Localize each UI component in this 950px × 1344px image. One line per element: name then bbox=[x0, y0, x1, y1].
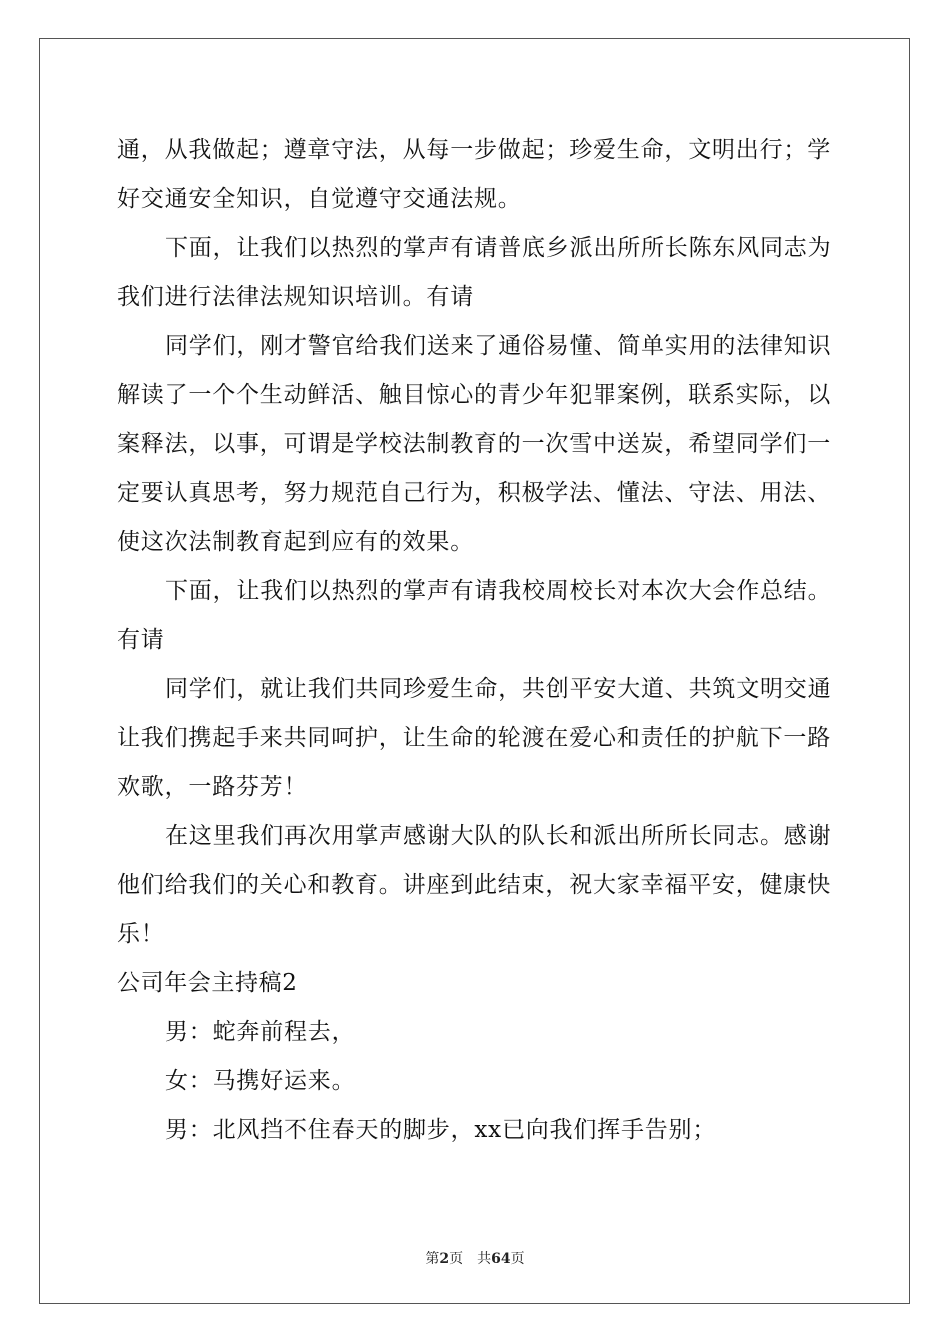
page-number: 2 bbox=[439, 1251, 450, 1267]
paragraph-start: 下面，让我们以热烈的掌声有请我校周校长对本次大会作总结。 bbox=[165, 578, 832, 604]
text-line: 他们给我们的关心和教育。讲座到此结束，祝大家幸福平安，健康快 bbox=[117, 872, 831, 898]
paragraph-start: 同学们，刚才警官给我们送来了通俗易懂、简单实用的法律知识 bbox=[165, 333, 832, 359]
dialogue-line: 女：马携好运来。 bbox=[165, 1068, 356, 1094]
paragraph-start: 下面，让我们以热烈的掌声有请普底乡派出所所长陈东风同志为 bbox=[165, 235, 832, 261]
total-suffix: 页 bbox=[510, 1251, 525, 1267]
text-line: 有请 bbox=[117, 627, 165, 653]
text-line: 我们进行法律法规知识培训。有请 bbox=[117, 284, 474, 310]
text-line: 欢歌，一路芬芳！ bbox=[117, 774, 308, 800]
text-line: 乐！ bbox=[117, 921, 165, 947]
text-line: 通，从我做起；遵章守法，从每一步做起；珍爱生命，文明出行；学 bbox=[117, 137, 831, 163]
text-line: 好交通安全知识，自觉遵守交通法规。 bbox=[117, 186, 522, 212]
page-prefix: 第 bbox=[425, 1251, 440, 1267]
page-suffix: 页 bbox=[449, 1251, 464, 1267]
text-line: 解读了一个个生动鲜活、触目惊心的青少年犯罪案例，联系实际，以 bbox=[117, 382, 831, 408]
dialogue-line: 男：北风挡不住春天的脚步，xx已向我们挥手告别； bbox=[165, 1117, 717, 1143]
paragraph-start: 同学们，就让我们共同珍爱生命，共创平安大道、共筑文明交通 bbox=[165, 676, 832, 702]
text-line: 案释法，以事，可谓是学校法制教育的一次雪中送炭，希望同学们一 bbox=[117, 431, 831, 457]
section-heading: 公司年会主持稿2 bbox=[117, 970, 298, 996]
text-line: 定要认真思考，努力规范自己行为，积极学法、懂法、守法、用法、 bbox=[117, 480, 831, 506]
text-line: 让我们携起手来共同呵护，让生命的轮渡在爱心和责任的护航下一路 bbox=[117, 725, 831, 751]
text-line: 使这次法制教育起到应有的效果。 bbox=[117, 529, 474, 555]
dialogue-line: 男：蛇奔前程去， bbox=[165, 1019, 356, 1045]
total-prefix: 共 bbox=[477, 1251, 492, 1267]
paragraph-start: 在这里我们再次用掌声感谢大队的队长和派出所所长同志。感谢 bbox=[165, 823, 832, 849]
total-pages: 64 bbox=[491, 1251, 511, 1267]
page-footer bbox=[0, 1248, 950, 1268]
document-body bbox=[117, 127, 833, 1156]
